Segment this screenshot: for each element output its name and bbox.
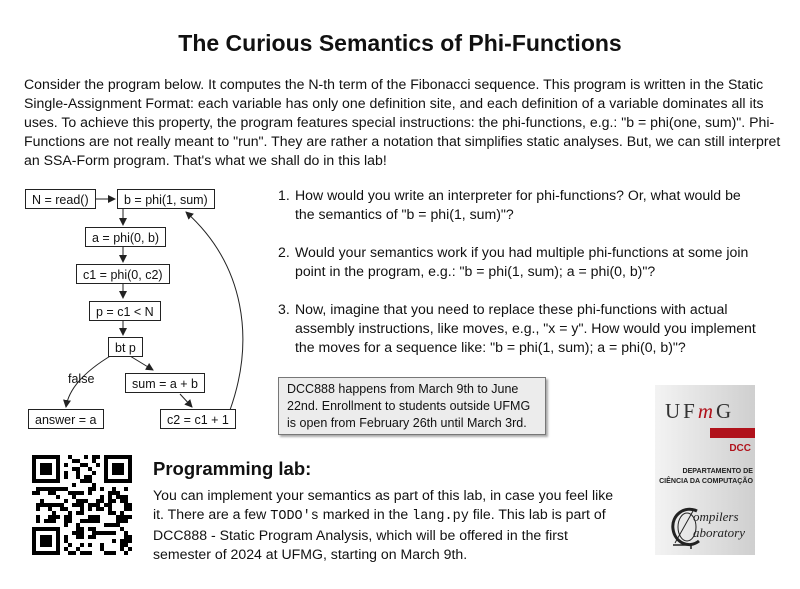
dcc-label: DCC — [729, 443, 751, 454]
question-text: How would you write an interpreter for phi-functions? Or, what would be the semantics of "b = phi(1, sum)"? — [295, 187, 741, 222]
question-number: 2. — [278, 244, 290, 260]
compilers-lab-logo — [667, 503, 755, 551]
laboratory-text: aboratory — [693, 525, 745, 540]
intro-paragraph: Consider the program below. It computes the N-th term of the Fibonacci sequence. This program is written in the Static Single-Assignment Format: each variable has only one definition site, and each definition of a variable dominates all its uses. To achieve this property, the program features special instructions: the phi-functions, e.g.: "b = phi(one, sum)". Phi-Functions are not really meant to "run". They are rather a notation that simplifies static analyses. But, we can still interpret an SSA-Form program. That's what we shall do in this lab! — [24, 76, 781, 168]
page-title: The Curious Semantics of Phi-Functions — [178, 30, 622, 56]
ufmg-dcc-logo-panel — [655, 385, 755, 555]
lab-description — [153, 486, 623, 564]
node-n-read: N = read() — [25, 189, 96, 209]
lab-text-part: You can implement your semantics as part of this lab, in case you feel like it. There are a few — [153, 487, 614, 522]
node-answer: answer = a — [28, 409, 104, 429]
question-list — [278, 186, 758, 376]
edge-sum-to-c2 — [180, 394, 192, 407]
node-a-phi: a = phi(0, b) — [85, 227, 166, 247]
node-compare: p = c1 < N — [89, 301, 161, 321]
todo-code: TODO's — [270, 509, 319, 524]
dcc-red-bar — [710, 428, 755, 438]
qr-code-icon[interactable] — [32, 455, 132, 555]
question-item — [278, 186, 758, 224]
question-number: 3. — [278, 301, 290, 317]
question-number: 1. — [278, 187, 290, 203]
node-c2: c2 = c1 + 1 — [160, 409, 236, 429]
ufmg-logo: UFmG — [665, 399, 735, 423]
node-sum: sum = a + b — [125, 373, 205, 393]
question-item — [278, 300, 758, 357]
question-text: Would your semantics work if you had multiple phi-functions at some join point in the program, e.g.: "b = phi(1, sum); a = phi(0, b)"? — [295, 244, 749, 279]
question-item — [278, 243, 758, 281]
edge-bt-to-sum — [130, 356, 153, 370]
lab-text-part: marked in the — [318, 506, 413, 522]
course-notice-box: DCC888 happens from March 9th to June 22nd. Enrollment to students outside UFMG is open from February 26th until March 3rd. — [278, 377, 546, 435]
node-b-phi: b = phi(1, sum) — [117, 189, 215, 209]
lab-heading: Programming lab: — [153, 458, 312, 479]
department-name: DEPARTAMENTO DE CIÊNCIA DA COMPUTAÇÃO — [659, 467, 753, 485]
node-branch: bt p — [108, 337, 143, 357]
compilers-text: ompilers — [693, 509, 739, 524]
file-code: lang.py — [412, 509, 469, 524]
false-edge-label: false — [68, 372, 95, 386]
lab-text-part: file. This lab is part of DCC888 - Static Program Analysis, which will be offered in the first semester of 2024 at UFMG, starting on March 9th. — [153, 506, 606, 562]
node-c1-phi: c1 = phi(0, c2) — [76, 264, 170, 284]
question-text: Now, imagine that you need to replace these phi-functions with actual assembly instructions, like moves, e.g., "x = y". How would you implement the moves for a sequence like: "b = phi(1, sum); a = phi(0, b)"? — [295, 301, 756, 355]
